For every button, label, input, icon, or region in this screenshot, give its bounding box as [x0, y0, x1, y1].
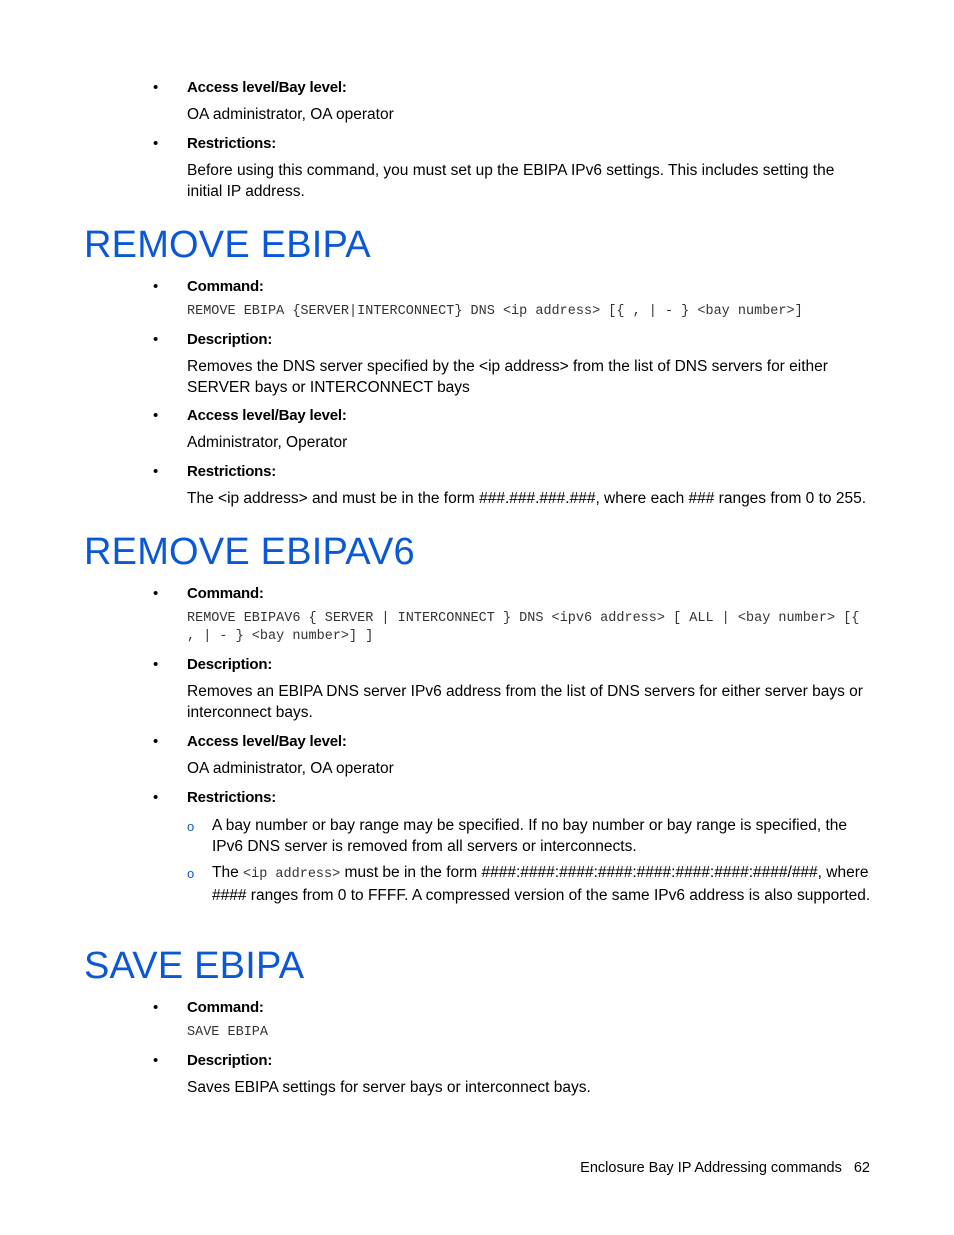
- remove-ebipav6-command-item: [153, 584, 873, 646]
- bullet: •: [153, 407, 159, 424]
- command-label: Command:: [187, 999, 264, 1016]
- description-label: Description:: [187, 331, 273, 348]
- description-label: Description:: [187, 1052, 273, 1069]
- restriction-text-post: must be in the form ####:####:####:####:####:####:####:####/###, where #### ranges from 0 to FFFF. A compressed version of the same IPv6 address is also supported.: [212, 864, 871, 904]
- restriction-sub-item: [187, 863, 873, 906]
- bullet: •: [153, 585, 159, 602]
- restrictions-label: Restrictions:: [187, 789, 277, 806]
- access-label: Access level/Bay level:: [187, 79, 347, 96]
- bullet: •: [153, 999, 159, 1016]
- bullet: •: [153, 79, 159, 96]
- command-syntax: SAVE EBIPA: [187, 1025, 269, 1040]
- ip-address-code: <ip address>: [243, 867, 341, 882]
- section-heading-save-ebipa: SAVE EBIPA: [84, 945, 305, 987]
- bullet: •: [153, 135, 159, 152]
- restrictions-value: The <ip address> and must be in the form ###.###.###.###, where each ### ranges from 0 to 255.: [187, 490, 866, 507]
- remove-ebipa-command-item: [153, 277, 873, 321]
- restrictions-label: Restrictions:: [187, 463, 277, 480]
- save-ebipa-command-item: [153, 998, 873, 1042]
- remove-ebipa-access-item: [153, 406, 873, 454]
- bullet: •: [153, 656, 159, 673]
- section-heading-remove-ebipa: REMOVE EBIPA: [84, 224, 371, 266]
- page-number: 62: [853, 1160, 870, 1176]
- description-label: Description:: [187, 656, 273, 673]
- description-value: Removes the DNS server specified by the <ip address> from the list of DNS servers for either SERVER bays or INTERCONNECT bays: [187, 358, 828, 396]
- restrictions-value: Before using this command, you must set up the EBIPA IPv6 settings. This includes setting the initial IP address.: [187, 162, 835, 200]
- bullet: •: [153, 278, 159, 295]
- restriction-text-pre: The: [212, 864, 244, 881]
- intro-access-item: [153, 78, 873, 126]
- command-syntax: REMOVE EBIPA {SERVER|INTERCONNECT} DNS <ip address> [{ , | - } <bay number>]: [187, 304, 803, 319]
- access-label: Access level/Bay level:: [187, 733, 347, 750]
- restriction-text: A bay number or bay range may be specified. If no bay number or bay range is specified, the IPv6 DNS server is removed from all servers or interconnects.: [212, 817, 848, 855]
- command-syntax: REMOVE EBIPAV6 { SERVER | INTERCONNECT } DNS <ipv6 address> [ ALL | <bay number> [{ , | - } <bay number>] ]: [187, 611, 860, 644]
- restriction-sub-item: [187, 816, 873, 857]
- remove-ebipav6-restrictions-item: [153, 788, 873, 906]
- command-label: Command:: [187, 585, 264, 602]
- remove-ebipa-description-item: [153, 330, 873, 398]
- save-ebipa-description-item: [153, 1051, 873, 1099]
- remove-ebipa-restrictions-item: [153, 462, 873, 510]
- bullet: •: [153, 331, 159, 348]
- description-value: Removes an EBIPA DNS server IPv6 address from the list of DNS servers for either server bays or interconnect bays.: [187, 683, 863, 721]
- access-value: Administrator, Operator: [187, 434, 348, 451]
- bullet: •: [153, 733, 159, 750]
- remove-ebipav6-access-item: [153, 732, 873, 780]
- access-value: OA administrator, OA operator: [187, 760, 394, 777]
- bullet: •: [153, 463, 159, 480]
- command-label: Command:: [187, 278, 264, 295]
- section-heading-remove-ebipav6: REMOVE EBIPAV6: [84, 531, 415, 573]
- access-value: OA administrator, OA operator: [187, 106, 394, 123]
- sub-bullet: o: [187, 866, 195, 881]
- page-footer: [580, 1158, 870, 1178]
- restrictions-label: Restrictions:: [187, 135, 277, 152]
- bullet: •: [153, 1052, 159, 1069]
- intro-restrictions-item: [153, 134, 873, 202]
- remove-ebipav6-description-item: [153, 655, 873, 723]
- description-value: Saves EBIPA settings for server bays or interconnect bays.: [187, 1079, 591, 1096]
- access-label: Access level/Bay level:: [187, 407, 347, 424]
- footer-section-title: Enclosure Bay IP Addressing commands: [580, 1160, 842, 1176]
- sub-bullet: o: [187, 819, 195, 834]
- bullet: •: [153, 789, 159, 806]
